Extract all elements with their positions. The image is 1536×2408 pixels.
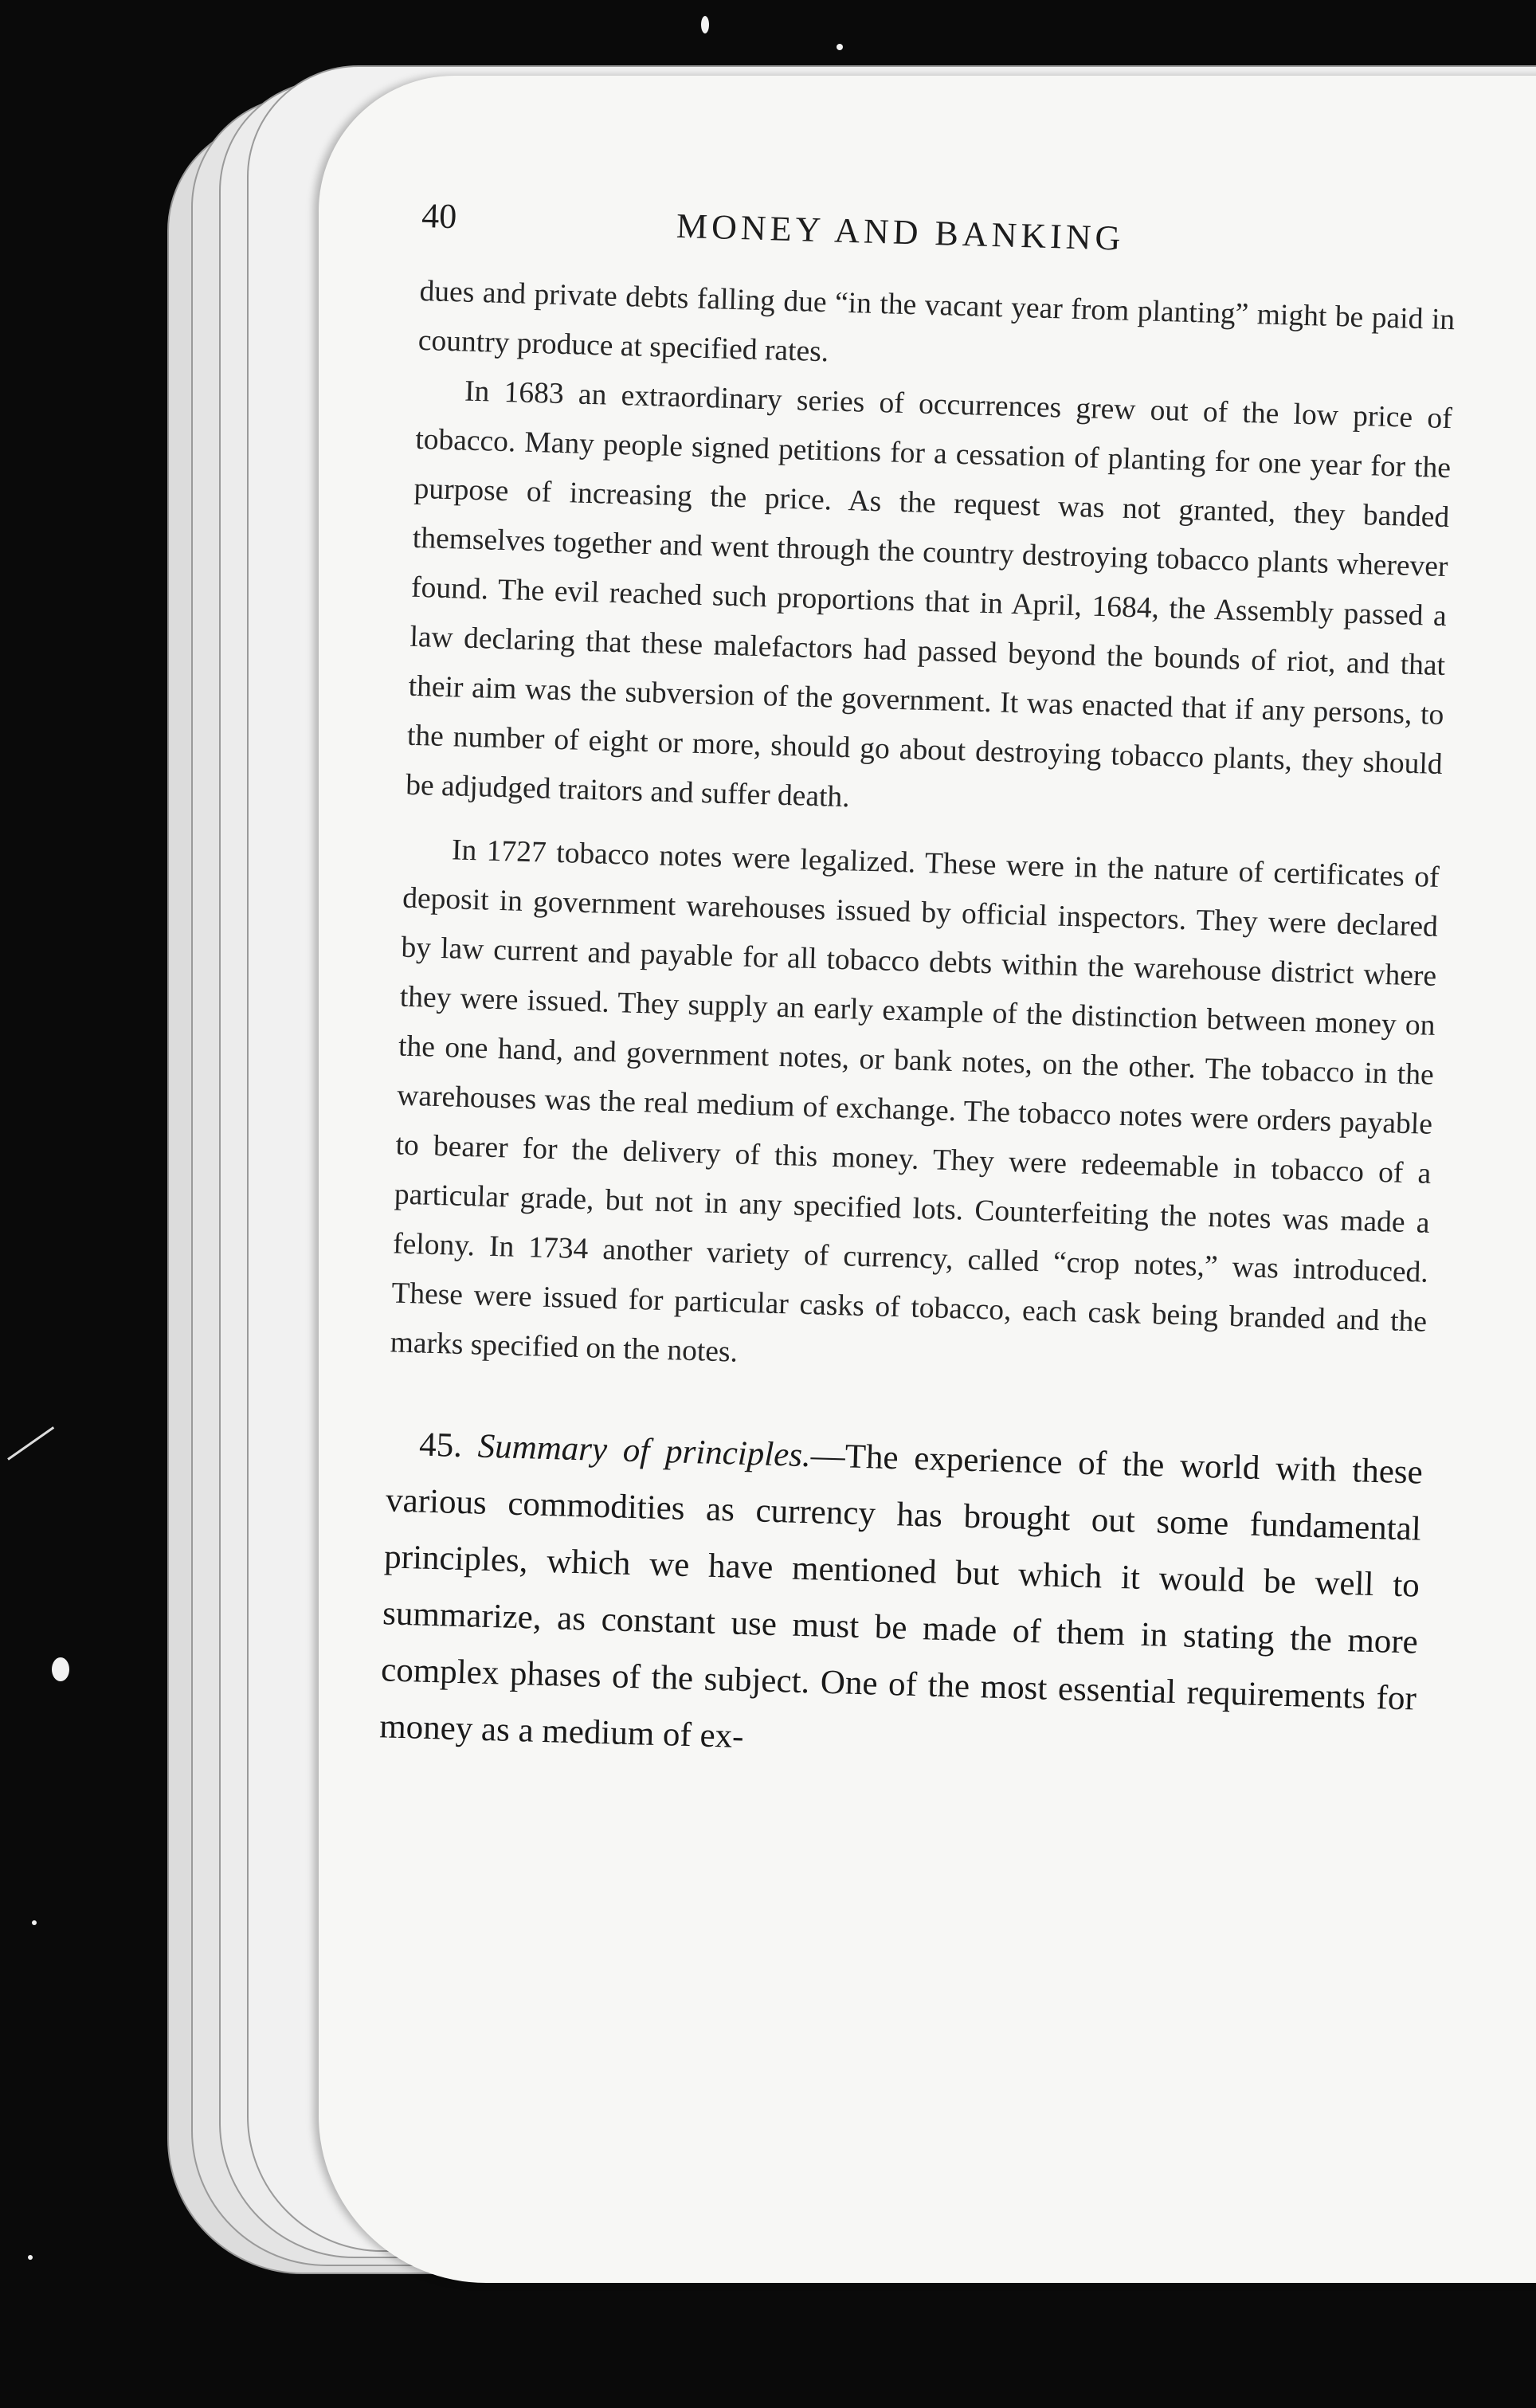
paragraph-continuation: dues and private debts falling due “in the vacant year from planting” might be paid in country produce at specified rates. [417, 274, 1456, 369]
section-45 [378, 1415, 1423, 1783]
paragraph-1727: In 1727 tobacco notes were legalized. These were in the nature of certificates of deposit in government warehouses issued by official inspectors. They were declared by law current and payable for all tobacco debts within the warehouse district where they were issued. They supply an early example of the distinction between money on the one hand, and government notes, or bank notes, on the other. The tobacco in the warehouses was the real medium of exchange. The tobacco notes were orders payable to bearer for the delivery of this money. They were redeemable in tobacco of a particular grade, but not in any specified lots. Counterfeiting the notes was made a felony. In 1734 another variety of currency, called “crop notes,” was introduced. These were issued for particular casks of tobacco, each cask being branded and the marks specified on the notes. [390, 833, 1440, 1369]
section-number: 45. [418, 1426, 463, 1465]
page-number: 40 [421, 195, 457, 237]
dust-speck [52, 1657, 69, 1681]
dust-speck [32, 1920, 37, 1925]
section-text: The experience of the world with these various commodities as currency has brought out some fundamental principles, which we have mentioned but which it would be well to summarize, as constant use must be made of them in stating the more complex phases of the subject. One of the most essential requirements for money as a medium of ex- [378, 1437, 1424, 1756]
section-title: Summary of principles. [477, 1427, 812, 1475]
dust-speck [28, 2255, 33, 2260]
scratch-mark [7, 1426, 54, 1461]
book-page [319, 76, 1536, 2283]
paragraph-1683: In 1683 an extraordinary series of occurrences grew out of the low price of tobacco. Many people signed petitions for a cessation of planting for one year for the purpose of increasing the price. As the request was not granted, they banded themselves together and went through the country destroying tobacco plants wherever found. The evil reached such proportions that in April, 1684, the Assembly passed a law declaring that these malefactors had passed beyond the bounds of riot, and that their aim was the subversion of the government. It was enacted that if any persons, to the number of eight or more, should go about destroying tobacco plants, they should be adjudged traitors and suffer death. [405, 375, 1453, 814]
page-content [378, 195, 1457, 1818]
dust-speck [701, 16, 709, 33]
dust-speck [837, 44, 843, 50]
running-head: MONEY AND BANKING [676, 206, 1125, 258]
section-dash: — [810, 1437, 846, 1476]
